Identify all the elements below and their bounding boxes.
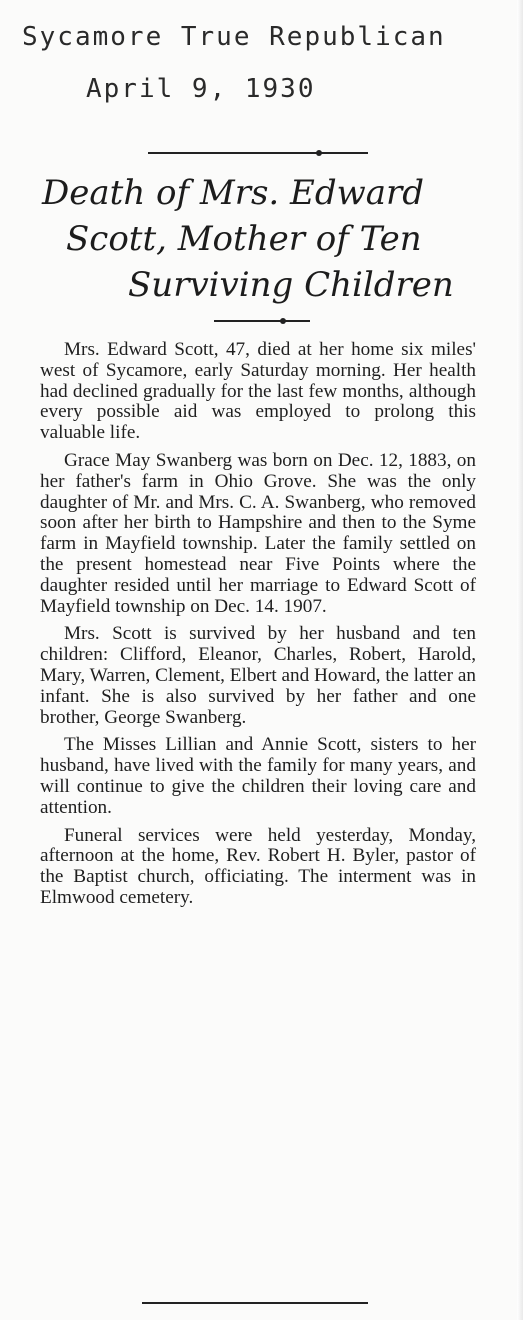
scan-edge: [517, 0, 523, 1320]
article-paragraph: Funeral services were held yesterday, Monday, afternoon at the home, Rev. Robert H. Byler, pastor of the Baptist church, officiating. The interment was in Elmwood cemetery.: [40, 824, 476, 908]
headline-line-3: Surviving Children: [128, 265, 454, 305]
top-divider: [148, 152, 368, 154]
publication-date: April 9, 1930: [86, 74, 316, 104]
article-paragraph: Grace May Swanberg was born on Dec. 12, 1883, on her father's farm in Ohio Grove. She was the only daughter of Mr. and Mrs. C. A. Swanberg, who removed soon after her birth to Hampshire and then to the Syme farm in Mayfield township. Later the family settled on the present homestead near Five Points where the daughter resided until her marriage to Edward Scott of Mayfield township on Dec. 14. 1907.: [40, 449, 476, 617]
headline-line-2: Scott, Mother of Ten: [66, 219, 422, 259]
divider-ornament: [316, 150, 322, 156]
bottom-divider: [142, 1302, 368, 1304]
divider-ornament: [280, 318, 286, 324]
article-body: [40, 340, 476, 916]
headline: [30, 170, 500, 308]
headline-line-1: Death of Mrs. Edward: [42, 173, 424, 213]
headline-divider: [214, 320, 310, 322]
article-paragraph: The Misses Lillian and Annie Scott, sisters to her husband, have lived with the family for many years, and will continue to give the children their loving care and attention.: [40, 734, 476, 818]
article-paragraph: Mrs. Edward Scott, 47, died at her home six miles' west of Sycamore, early Saturday morning. Her health had declined gradually for the last few months, although every possible aid was employed to prolong this valuable life.: [40, 339, 476, 444]
article-paragraph: Mrs. Scott is survived by her husband and ten children: Clifford, Eleanor, Charles, Robert, Harold, Mary, Warren, Clement, Elbert and Howard, the latter an infant. She is also survived by her father and one brother, George Swanberg.: [40, 623, 476, 728]
newspaper-name: Sycamore True Republican: [22, 22, 446, 52]
